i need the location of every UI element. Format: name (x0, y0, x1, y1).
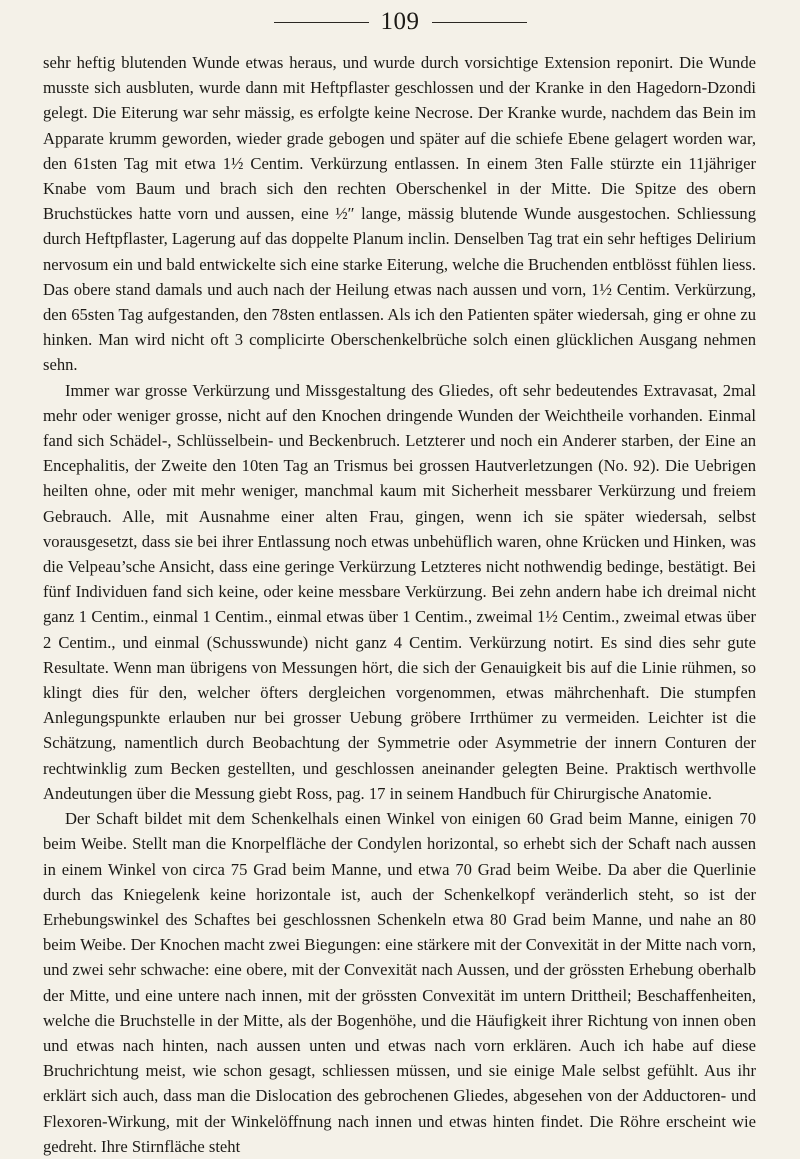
header-rule-left (274, 22, 369, 23)
body-text (43, 50, 756, 1159)
page-header (0, 8, 800, 38)
paragraph: Der Schaft bildet mit dem Schenkelhals einen Winkel von einigen 60 Grad beim Manne, einigen 70 beim Weibe. Stellt man die Knorpelfläche der Condylen horizontal, so erhebt sich der Schaft nach aussen in einem Winkel von circa 75 Grad beim Manne, und etwa 70 Grad beim Weibe. Da aber die Querlinie durch das Kniegelenk keine horizontale ist, auch der Schenkelkopf veränderlich steht, so ist der Erhebungswinkel des Schaftes bei geschlossnen Schenkeln etwa 80 Grad beim Manne, und nahe an 80 beim Weibe. Der Knochen macht zwei Biegungen: eine stärkere mit der Convexität in der Mitte nach vorn, und zwei sehr schwache: eine obere, mit der Convexität nach Aussen, und der grössten Erhebung oberhalb der Mitte, und eine untere nach innen, mit der grössten Convexität im untern Drittheil; Beschaffenheiten, welche die Bruchstelle in der Mitte, als der Bogenhöhe, und die Häufigkeit ihrer Richtung von innen oben und etwas nach hinten, nach aussen unten und etwas nach vorn erklären. Auch ich habe auf diese Bruchrichtung meist, wie schon gesagt, schliessen müssen, und sie einige Male selbst gefühlt. Aus ihr erklärt sich auch, dass man die Dislocation des gebrochenen Gliedes, abgesehen von der Adductoren- und Flexoren-Wirkung, mit der Winkelöffnung nach innen und etwas hinten findet. Die Röhre erscheint wie gedreht. Ihre Stirnfläche steht (43, 809, 756, 1156)
page-number: 109 (380, 8, 420, 35)
paragraph: Immer war grosse Verkürzung und Missgestaltung des Gliedes, oft sehr bedeutendes Extravasat, 2mal mehr oder weniger grosse, nicht auf den Knochen dringende Wunden der Weichtheile vorhanden. Einmal fand sich Schädel-, Schlüsselbein- und Beckenbruch. Letzterer und noch ein Anderer starben, der Eine an Encephalitis, der Zweite den 10ten Tag an Trismus bei grossen Hautverletzungen (No. 92). Die Uebrigen heilten ohne, oder mit mehr weniger, manchmal kaum mit Sicherheit messbarer Verkürzung und freiem Gebrauch. Alle, mit Ausnahme einer alten Frau, gingen, wenn ich sie später wiedersah, selbst vorausgesetzt, dass sie bei ihrer Entlassung noch etwas unbehüflich waren, ohne Krücken und Hinken, was die Velpeau’sche Ansicht, dass eine geringe Verkürzung Letzteres nicht nothwendig bedinge, bestätigt. Bei fünf Individuen fand sich keine, oder keine messbare Verkürzung. Bei zehn andern habe ich dreimal nicht ganz 1 Centim., einmal 1 Centim., einmal etwas über 1 Centim., zweimal 1½ Centim., zweimal etwas über 2 Centim., und einmal (Schusswunde) nicht ganz 4 Centim. Verkürzung notirt. Es sind dies sehr gute Resultate. Wenn man übrigens von Messungen hört, die sich der Genauigkeit bis auf die Linie rühmen, so klingt dies für den, welcher öfters dergleichen vorgenommen, etwas mährchenhaft. Die stumpfen Anlegungspunkte erlauben nur bei grosser Uebung gröbere Irrthümer zu vermeiden. Leichter ist die Schätzung, namentlich durch Beobachtung der Symmetrie oder Asymmetrie der innern Conturen der rechtwinklig zum Becken gestellten, und geschlossen aneinander gelegten Beine. Praktisch werthvolle Andeutungen über die Messung giebt Ross, pag. 17 in seinem Handbuch für Chirurgische Anatomie. (43, 380, 756, 803)
header-rule-right (432, 22, 527, 23)
paragraph-continued: sehr heftig blutenden Wunde etwas heraus, und wurde durch vorsichtige Extension reponirt. Die Wunde musste sich ausbluten, wurde dann mit Heftpflaster geschlossen und der Kranke in den Hagedorn-Dzondi gelegt. Die Eiterung war sehr mässig, es erfolgte keine Necrose. Der Kranke wurde, nachdem das Bein im Apparate krumm geworden, wieder grade gebogen und später auf die schiefe Ebene gelagert worden war, den 61sten Tag mit etwa 1½ Centim. Verkürzung entlassen. In einem 3ten Falle stürzte ein 11jähriger Knabe vom Baum und brach sich den rechten Oberschenkel in der Mitte. Die Spitze des obern Bruchstückes hatte vorn und aussen, eine ½″ lange, mässig blutende Wunde ausgestochen. Schliessung durch Heftpflaster, Lagerung auf das doppelte Planum inclin. Denselben Tag trat ein sehr heftiges Delirium nervosum ein und bald entwickelte sich eine starke Eiterung, welche die Bruchenden entblösst fühlen liess. Das obere stand damals und auch nach der Heilung etwas nach aussen und vorn, 1½ Centim. Verkürzung, den 65sten Tag aufgestanden, den 78sten entlassen. Als ich den Patienten später wiedersah, ging er ohne zu hinken. Man wird nicht oft 3 complicirte Oberschenkelbrüche solch einen glücklichen Ausgang nehmen sehn. (43, 53, 756, 375)
